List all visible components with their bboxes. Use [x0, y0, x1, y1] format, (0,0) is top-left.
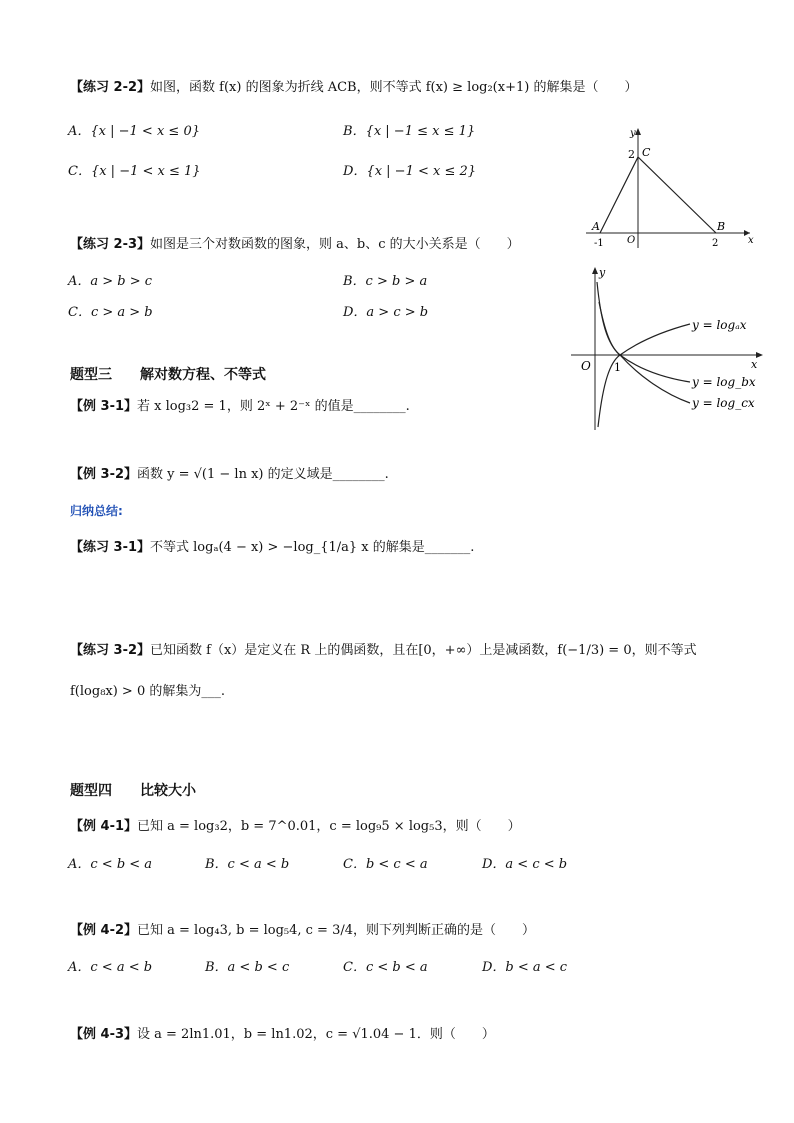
example-3-2	[70, 467, 389, 483]
label-a: A	[592, 220, 600, 233]
question-tag: 【例 3-1】	[70, 399, 138, 414]
option-b: B．a < b < c	[205, 960, 290, 975]
option-b: B．{x | −1 ≤ x ≤ 1}	[343, 124, 476, 139]
example-3-1	[70, 399, 410, 415]
question-text: 设 a = 2ln1.01，b = ln1.02，c = √1.04 − 1．则（ ）	[137, 1027, 495, 1042]
option-d: D．a < c < b	[482, 857, 568, 872]
label-origin: O	[581, 359, 591, 373]
question-tag: 【练习 2-3】	[70, 237, 151, 252]
label-y: y	[599, 266, 606, 279]
practice-2-3	[70, 237, 520, 253]
question-tag: 【例 4-3】	[70, 1027, 138, 1042]
option-a: A．a > b > c	[68, 274, 153, 289]
option-d: D．b < a < c	[482, 960, 568, 975]
option-c: C．{x | −1 < x ≤ 1}	[68, 164, 201, 179]
practice-3-1	[70, 540, 474, 556]
example-4-1	[70, 819, 521, 835]
label-log-a: y = logₐx	[692, 318, 747, 332]
practice-2-2	[70, 80, 637, 96]
section-3-title: 题型三 解对数方程、不等式	[70, 367, 266, 383]
question-tag: 【例 4-2】	[70, 923, 138, 938]
option-a: A．{x | −1 < x ≤ 0}	[68, 124, 200, 139]
label-b: B	[717, 220, 726, 233]
label-log-b: y = log_bx	[692, 375, 756, 389]
question-tag: 【练习 3-1】	[70, 540, 151, 555]
option-c: C．c > a > b	[68, 305, 153, 320]
option-a: A．c < a < b	[68, 960, 153, 975]
option-b: B．c > b > a	[343, 274, 428, 289]
question-text: 若 x log₃2 = 1，则 2ˣ + 2⁻ˣ 的值是________.	[137, 399, 410, 414]
section-4-title: 题型四 比较大小	[70, 783, 196, 799]
option-d: D．a > c > b	[343, 305, 429, 320]
label-x: x	[748, 235, 754, 246]
y-axis-arrow	[635, 128, 641, 135]
figure-log-curves	[565, 262, 765, 432]
option-a: A．c < b < a	[68, 857, 153, 872]
question-tag: 【例 4-1】	[70, 819, 138, 834]
example-4-3	[70, 1027, 495, 1043]
curve-log-a	[598, 324, 690, 427]
question-tag: 【练习 3-2】	[70, 643, 151, 658]
question-text: 不等式 logₐ(4 − x) > −log_{1/a} x 的解集是_______.	[150, 540, 475, 555]
polyline-acb	[600, 157, 716, 233]
label-c: C	[642, 146, 651, 159]
label-log-c: y = log_cx	[692, 396, 755, 410]
summary-label: 归纳总结:	[70, 504, 123, 518]
label-neg1: -1	[594, 238, 604, 249]
y-axis-arrow	[592, 267, 598, 274]
question-text: 已知 a = log₄3, b = log₅4, c = 3/4，则下列判断正确的是（ ）	[137, 923, 536, 938]
option-d: D．{x | −1 < x ≤ 2}	[343, 164, 477, 179]
question-stem: 如图是三个对数函数的图象，则 a、b、c 的大小关系是（ ）	[150, 237, 520, 252]
label-x: x	[751, 358, 758, 371]
option-c: C．c < b < a	[343, 960, 428, 975]
question-stem: 如图，函数 f(x) 的图象为折线 ACB，则不等式 f(x) ≥ log₂(x+1) 的解集是（ ）	[150, 80, 638, 95]
practice-3-2-line1	[70, 643, 697, 659]
label-2-x: 2	[712, 238, 719, 249]
figure-polyline-acb	[580, 120, 760, 255]
example-4-2	[70, 923, 535, 939]
question-text: 已知 a = log₃2，b = 7^0.01，c = log₉5 × log₅3，则（ ）	[137, 819, 521, 834]
question-text: 已知函数 f（x）是定义在 R 上的偶函数，且在[0，+∞）上是减函数，f(−1/3) = 0，则不等式	[150, 643, 697, 658]
question-tag: 【练习 2-2】	[70, 80, 151, 95]
curve-log-c	[599, 302, 690, 403]
practice-3-2-line2: f(log₈x) > 0 的解集为___.	[70, 684, 225, 699]
question-text: 函数 y = √(1 − ln x) 的定义域是________.	[137, 467, 389, 482]
label-2-y: 2	[628, 148, 635, 161]
question-tag: 【例 3-2】	[70, 467, 138, 482]
option-c: C．b < c < a	[343, 857, 428, 872]
option-b: B．c < a < b	[205, 857, 290, 872]
label-1: 1	[614, 361, 621, 374]
label-y: y	[630, 128, 636, 139]
label-origin: O	[627, 235, 636, 246]
